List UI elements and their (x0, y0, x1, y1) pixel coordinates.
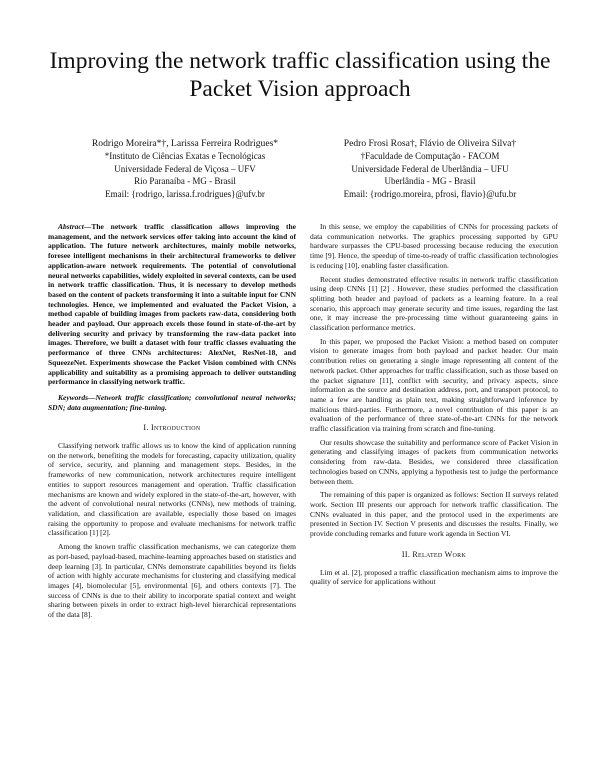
abstract-text: —The network traffic classification allows improving the management, and the network services offer taking into account the kind of application. The future network architectures, mainly mobile networks, foresee intelligent mechanisms in their architectural frameworks to deliver application-aware network requirements. The potential of convolutional neural networks capabilities, widely exploited in several contexts, can be used in network traffic classification. Thus, it is necessary to develop methods based on the content of packets transforming it into a suitable input for CNN technologies. Hence, we implemented and evaluated the Packet Vision, a method capable of building images from packets raw-data, considering both header and payload. Our approach excels those found in state-of-the-art by delivering security and privacy by transforming the raw-data packet into images. Therefore, we built a dataset with four traffic classes evaluating the performance of three CNNs architectures: AlexNet, ResNet-18, and SqueezeNet. Experiments showcase the Packet Vision combined with CNNs applicability and suitability as a promising approach to deliver outstanding performance in classifying network traffic. (48, 222, 296, 387)
body-paragraph: The remaining of this paper is organized as follows: Section II surveys related work. Section III presents our approach for network traffic classification. The CNNs evaluated in this paper, and the protocol used in the experiments are presented in Section IV. Section V presents and discusses the results. Finally, we provide concluding remarks and future work agenda in Section VI. (310, 490, 558, 539)
keywords: Keywords—Network traffic classification; convolutional neural networks; SDN; data augmentation; fine-tuning. (48, 392, 296, 412)
author-group-right (295, 138, 565, 200)
affiliation-line: Universidade Federal de Uberlândia – UFU (351, 163, 509, 174)
affiliation-line: *Instituto de Ciências Exatas e Tecnológicas (104, 151, 266, 162)
abstract (48, 222, 296, 387)
email-line: Email: {rodrigo.moreira, pfrosi, flavio}@ufu.br (343, 188, 517, 199)
section-heading-introduction: I. Introduction (143, 423, 201, 433)
location-line: Uberlândia - MG - Brasil (384, 176, 476, 187)
body-paragraph: Lim et al. [2], proposed a traffic classification mechanism aims to improve the quality of service for applications without (310, 567, 558, 587)
email-line: Email: {rodrigo, larissa.f.rodrigues}@ufv.br (105, 188, 265, 199)
abstract-lead: Abstract (58, 222, 84, 231)
body-paragraph: Recent studies demonstrated effective results in network traffic classification using deep CNNs [1] [2] . However, these studies performed the classification splitting both header and payload of packets as a learning feature. In a real scenario, this approach may generate security and time issues, regarding the last one, it may increase the pre-processing time without guaranteeing gains in classification performance metrics. (310, 274, 558, 333)
author-names: Rodrigo Moreira*†, Larissa Ferreira Rodrigues* (91, 138, 279, 149)
author-names: Pedro Frosi Rosa†, Flávio de Oliveira Silva† (343, 138, 517, 149)
section-heading-related-work: II. Related Work (401, 549, 467, 559)
affiliation-line: †Faculdade de Computação - FACOM (360, 151, 500, 162)
affiliation-line: Universidade Federal de Viçosa – UFV (114, 163, 256, 174)
body-paragraph: Our results showcase the suitability and performance score of Packet Vision in generating and classifying images of packets from communication networks considering from raw-data. Besides, we considered three classification technologies based on CNNs, applying a hypothesis test to judge the performance between them. (310, 437, 558, 486)
body-paragraph: Classifying network traffic allows us to know the kind of application running on the network, benefiting the models for forecasting, capacity utilization, quality of service, security, and planning and management steps. Besides, in the frameworks of new communication, network architectures require intelligent entities to support resources management and operation. Traffic classification mechanisms are known and widely explored in the state-of-the-art, however, with the advent of convolutional neural networks (CNNs), new methods of training, validation, and classification are available, especially those based on images raising the opportunity to propose and evaluate mechanisms for network traffic classification [1] [2]. (48, 441, 296, 538)
location-line: Rio Paranaíba - MG - Brasil (134, 176, 236, 187)
paper-title: Improving the network traffic classification using the Packet Vision approach (49, 48, 551, 102)
body-paragraph: Among the known traffic classification mechanisms, we can categorize them as port-based, payload-based, machine-learning approaches based on statistics and deep learning [3]. In particular, CNNs demonstrate capabilities beyond its fields of action with highly accurate mechanisms for clustering and classifying medical images [4], biomolecular [5], environmental [6], and others contexts [7]. The success of CNNs is due to their ability to incorporate spatial context and weight sharing between pixels in order to extract high-level hierarchical representations of the data [8]. (48, 542, 296, 620)
author-group-left (50, 138, 320, 200)
left-column (48, 222, 296, 624)
right-column (310, 222, 558, 591)
body-paragraph: In this paper, we proposed the Packet Vision: a method based on computer vision to generate images from both payload and packet header. Our main contribution relies on generating a single image representing all content of the network packet. Other approaches for traffic classification, such as those based on the packet signature [11], conflict with security, and privacy aspects, since information as the source and destination address, port, and transport protocol, to name a few are handling as plain text, making straightforward inference by malicious third-parties. Furthermore, a novel contribution of this paper is an evaluation of the performance of three state-of-the-art CNNs for the network traffic classification via training from scratch and fine-tuning. (310, 336, 558, 434)
body-paragraph: In this sense, we employ the capabilities of CNNs for processing packets of data communication networks. The graphics processing supported by GPU hardware surpasses the CPU-based processing because reducing the execution time [9]. Hence, the speedup of time-to-ready of traffic classification technologies is reducing [10], enabling faster classification. (310, 222, 558, 270)
